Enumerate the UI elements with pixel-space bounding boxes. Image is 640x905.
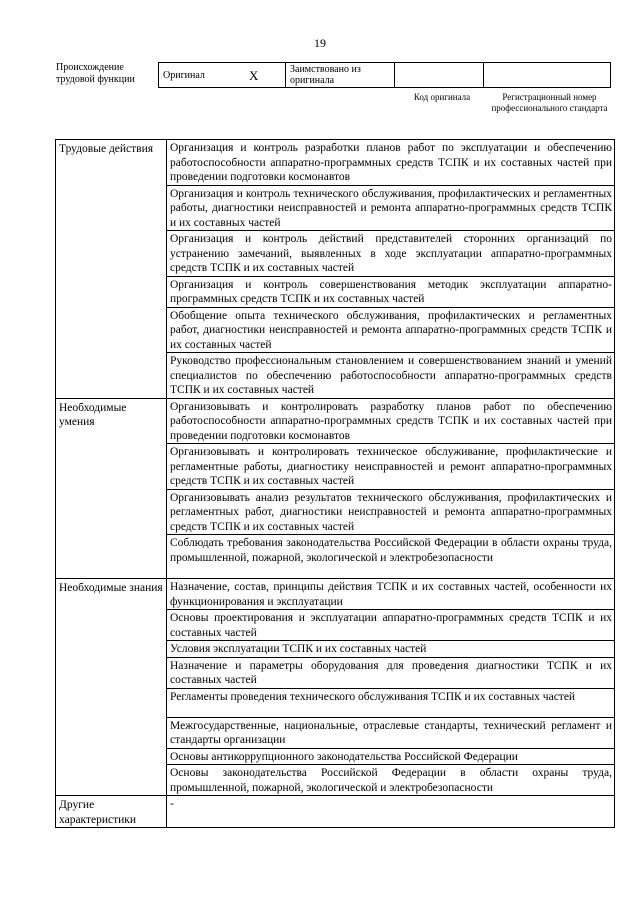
page-number: 19 [314, 36, 326, 50]
functions-table [55, 139, 615, 828]
table-cell: - [167, 796, 615, 828]
section-title: Трудовые действия [56, 140, 167, 399]
table-cell: Соблюдать требования законодательства Российской Федерации в области охраны труда, промышленной, пожарной, экологической и электробезопасности [167, 535, 615, 579]
table-row [56, 796, 615, 828]
table-cell: Назначение, состав, принципы действия ТСПК и их составных частей, особенности их функционирования и эксплуатации [167, 579, 615, 610]
table-cell: Организация и контроль совершенствования методик эксплуатации аппаратно-программных средств ТСПК и их составных частей [167, 276, 615, 307]
reg-number-cell [484, 63, 611, 88]
section-title: Другие характеристики [56, 796, 167, 828]
code-cell [395, 63, 484, 88]
table-cell: Организация и контроль действий представителей сторонних организаций по устранению замечаний, выявленных в ходе эксплуатации аппаратно-программных средств ТСПК и их составных частей [167, 231, 615, 277]
table-row [56, 140, 615, 186]
code-caption: Код оригинала [413, 92, 471, 102]
table-row [56, 579, 615, 610]
original-mark: X [249, 68, 259, 83]
table-cell: Руководство профессиональным становлением и совершенствованием знаний и умений специалистов по обеспечению работоспособности аппаратно-программных средств ТСПК и их составных частей [167, 353, 615, 399]
table-cell: Обобщение опыта технического обслуживания, профилактических и регламентных работ, диагностики неисправностей и ремонта аппаратно-программных средств ТСПК и их составных частей [167, 307, 615, 353]
table-cell: Регламенты проведения технического обслуживания ТСПК и их составных частей [167, 688, 615, 717]
reg-caption: Регистрационный номер профессионального стандарта [491, 92, 608, 113]
table-cell: Основы антикоррупционного законодательства Российской Федерации [167, 748, 615, 765]
table-cell: Организовывать анализ результатов технического обслуживания, профилактических и регламентных работ, диагностики неисправностей и ремонта аппаратно-программных средств ТСПК и их составных частей [167, 489, 615, 535]
original-cell [159, 63, 286, 88]
table-cell: Назначение и параметры оборудования для проведения диагностики ТСПК и их составных частей [167, 657, 615, 688]
section-title: Необходимые умения [56, 398, 167, 579]
origin-table [158, 62, 611, 88]
original-label: Оригинал [163, 69, 205, 81]
section-title: Необходимые знания [56, 579, 167, 796]
table-cell: Условия эксплуатации ТСПК и их составных частей [167, 641, 615, 658]
borrowed-cell: Заимствовано из оригинала [286, 63, 395, 88]
table-cell: Организовывать и контролировать разработку планов работ по обеспечению работоспособности аппаратно-программных средств ТСПК и их составных частей при проведении подготовки космонавтов [167, 398, 615, 444]
table-cell: Межгосударственные, национальные, отраслевые стандарты, технический регламент и стандарты организации [167, 717, 615, 748]
table-cell: Организация и контроль технического обслуживания, профилактических и регламентных работы, диагностики неисправностей и ремонта аппаратно-программных средств ТСПК и их составных частей [167, 185, 615, 231]
table-cell: Организация и контроль разработки планов работ по эксплуатации и обеспечению работоспособности аппаратно-программных средств ТСПК и их составных частей при проведении подготовки космонавтов [167, 140, 615, 186]
table-cell: Основы проектирования и эксплуатации аппаратно-программных средств ТСПК и их составных частей [167, 610, 615, 641]
origin-label: Происхождение трудовой функции [56, 62, 135, 85]
table-row [56, 398, 615, 444]
table-cell: Основы законодательства Российской Федерации в области охраны труда, промышленной, пожарной, экологической и электробезопасности [167, 765, 615, 796]
table-cell: Организовывать и контролировать техническое обслуживание, профилактические и регламентные работы, диагностику неисправностей и ремонт аппаратно-программных средств ТСПК и их составных частей [167, 444, 615, 490]
